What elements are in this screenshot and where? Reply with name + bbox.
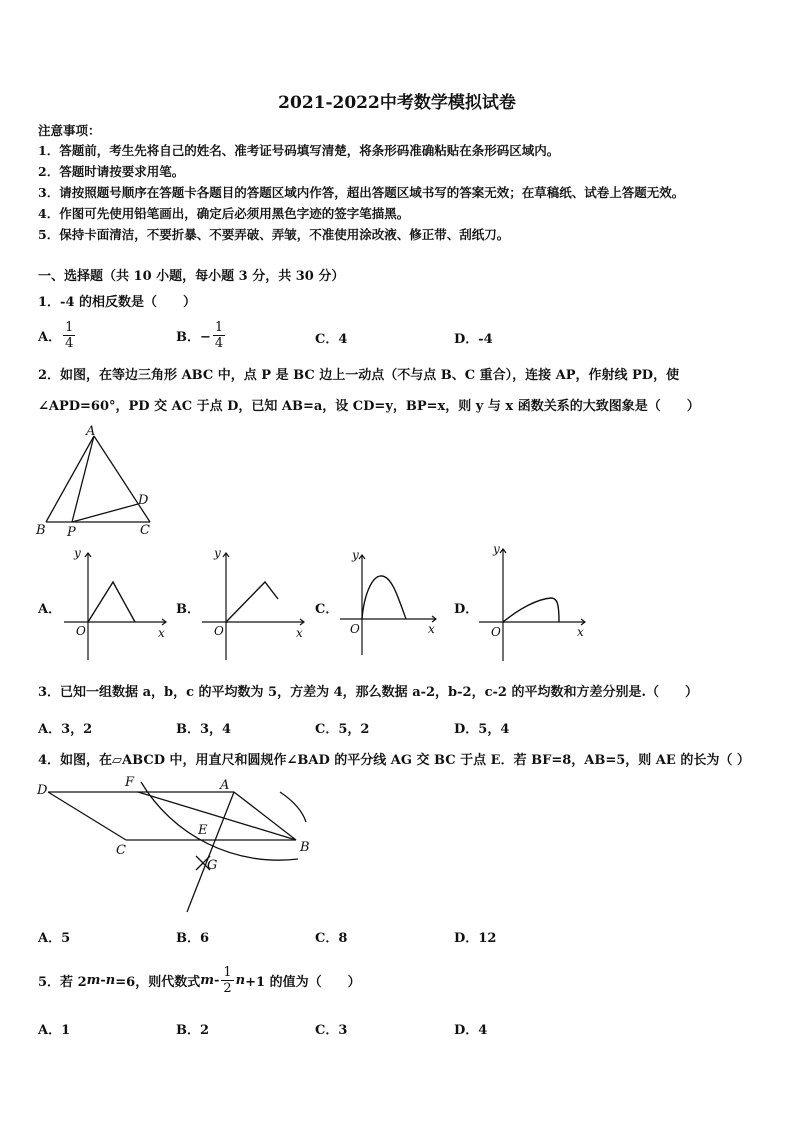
svg-text:y: y	[74, 546, 81, 560]
svg-text:y: y	[214, 546, 221, 560]
graph-curve	[362, 576, 406, 619]
notice-item: 5．保持卡面清洁，不要折暴、不要弄破、弄皱，不准使用涂改液、修正带、刮纸刀。	[38, 227, 510, 242]
graph-curve	[226, 582, 278, 622]
section-heading: 一、选择题（共 10 小题，每小题 3 分，共 30 分）	[38, 269, 345, 284]
notice-item: 4．作图可先使用铅笔画出，确定后必须用黑色字迹的签字笔描黑。	[38, 206, 410, 221]
svg-text:O: O	[350, 622, 360, 636]
page-title: 2021-2022中考数学模拟试卷	[278, 93, 516, 113]
option-label: A．	[38, 329, 62, 345]
svg-text:G: G	[207, 858, 218, 873]
q1-option-a[interactable]	[38, 316, 77, 354]
notice-item: 3．请按照题号顺序在答题卡各题目的答题区域内作答，超出答题区域书写的答案无效；在草稿纸、试卷上答题无效。	[38, 185, 685, 200]
q5-option-b[interactable]: B．2	[176, 1023, 210, 1038]
q2-option-d[interactable]: D．	[454, 602, 479, 617]
side-ab	[234, 792, 296, 840]
label-b: B	[36, 523, 46, 538]
question-1-stem: 1．-4 的相反数是（ ）	[38, 295, 197, 310]
svg-text:B: B	[300, 840, 310, 855]
label-c: C	[140, 523, 150, 538]
svg-text:x: x	[296, 626, 303, 640]
q2-option-c[interactable]: C．	[315, 602, 339, 617]
q2-graph-b	[196, 545, 312, 663]
q2-option-b[interactable]: B．	[176, 602, 200, 617]
svg-text:F: F	[125, 775, 135, 790]
side-ac	[94, 436, 150, 522]
segment-ap	[72, 436, 94, 522]
label-a: A	[86, 424, 96, 439]
svg-text:O: O	[214, 624, 224, 638]
q2-graph-d	[475, 541, 593, 665]
label-d: D	[138, 493, 149, 508]
q3-option-c[interactable]: C．5，2	[315, 722, 370, 737]
question-3-stem: 3．已知一组数据 a，b，c 的平均数为 5，方差为 4，那么数据 a-2，b-2，c-2 的平均数和方差分别是.（ ）	[38, 685, 698, 700]
side-dc	[48, 792, 126, 840]
q1-option-c[interactable]: C．4	[315, 332, 348, 347]
notice-heading: 注意事项：	[38, 123, 101, 138]
q5-option-a[interactable]: A．1	[38, 1023, 71, 1038]
segment-fb	[138, 792, 296, 840]
q2-triangle-figure	[34, 422, 164, 540]
q1-option-d[interactable]: D．-4	[454, 332, 493, 347]
question-2-line2: ∠APD=60°，PD 交 AC 于点 D，已知 AB=a，设 CD=y，BP=x，则 y 与 x 函数关系的大致图象是（ ）	[38, 399, 700, 414]
question-4-stem: 4．如图，在▱ABCD 中，用直尺和圆规作∠BAD 的平分线 AG 交 BC 于点 E．若 BF=8，AB=5，则 AE 的长为（ ）	[38, 753, 750, 768]
arc-lower	[141, 782, 298, 860]
q2-graph-c	[336, 545, 444, 659]
q2-graph-a	[58, 545, 174, 663]
q1-option-b[interactable]	[176, 316, 227, 354]
side-ab	[46, 436, 94, 522]
fraction: $\frac{1}{4}$	[65, 319, 74, 351]
question-5-stem: 5．若 2 m - n =6，则代数式 m - $\frac{1}{2}$ n +1 的值为（ ）	[38, 964, 361, 996]
q3-option-d[interactable]: D．5，4	[454, 722, 510, 737]
q4-option-a[interactable]: A．5	[38, 931, 71, 946]
graph-curve	[88, 582, 135, 622]
q3-option-b[interactable]: B．3，4	[176, 722, 232, 737]
q4-option-c[interactable]: C．8	[315, 931, 348, 946]
svg-text:x: x	[158, 626, 165, 640]
svg-text:D: D	[37, 783, 48, 798]
notice-item: 1．答题前，考生先将自己的姓名、准考证号码填写清楚，将条形码准确粘贴在条形码区域内。	[38, 143, 560, 158]
label-p: P	[67, 525, 76, 540]
svg-text:y: y	[493, 542, 500, 556]
fraction: $\frac{1}{2}$	[223, 964, 232, 996]
q5-option-d[interactable]: D．4	[454, 1023, 488, 1038]
q4-parallelogram-figure	[34, 772, 324, 920]
svg-text:A: A	[220, 778, 230, 793]
svg-text:C: C	[116, 843, 126, 858]
arc-upper	[280, 792, 306, 822]
svg-text:x: x	[428, 622, 435, 636]
svg-text:y: y	[352, 548, 359, 562]
question-2-line1: 2．如图，在等边三角形 ABC 中，点 P 是 BC 边上一动点（不与点 B、C 重合），连接 AP，作射线 PD，使	[38, 368, 680, 383]
option-label: B．−	[176, 329, 211, 345]
q4-option-d[interactable]: D．12	[454, 931, 497, 946]
q2-option-a[interactable]: A．	[38, 602, 62, 617]
segment-pd	[72, 504, 138, 522]
fraction: $\frac{1}{4}$	[214, 319, 224, 351]
svg-text:E: E	[198, 823, 208, 838]
notice-item: 2．答题时请按要求用笔。	[38, 164, 185, 179]
svg-text:O: O	[491, 625, 501, 639]
svg-text:O: O	[76, 624, 86, 638]
q4-option-b[interactable]: B．6	[176, 931, 210, 946]
graph-curve	[503, 598, 559, 622]
q5-option-c[interactable]: C．3	[315, 1023, 348, 1038]
svg-text:x: x	[577, 625, 584, 639]
q3-option-a[interactable]: A．3，2	[38, 722, 93, 737]
